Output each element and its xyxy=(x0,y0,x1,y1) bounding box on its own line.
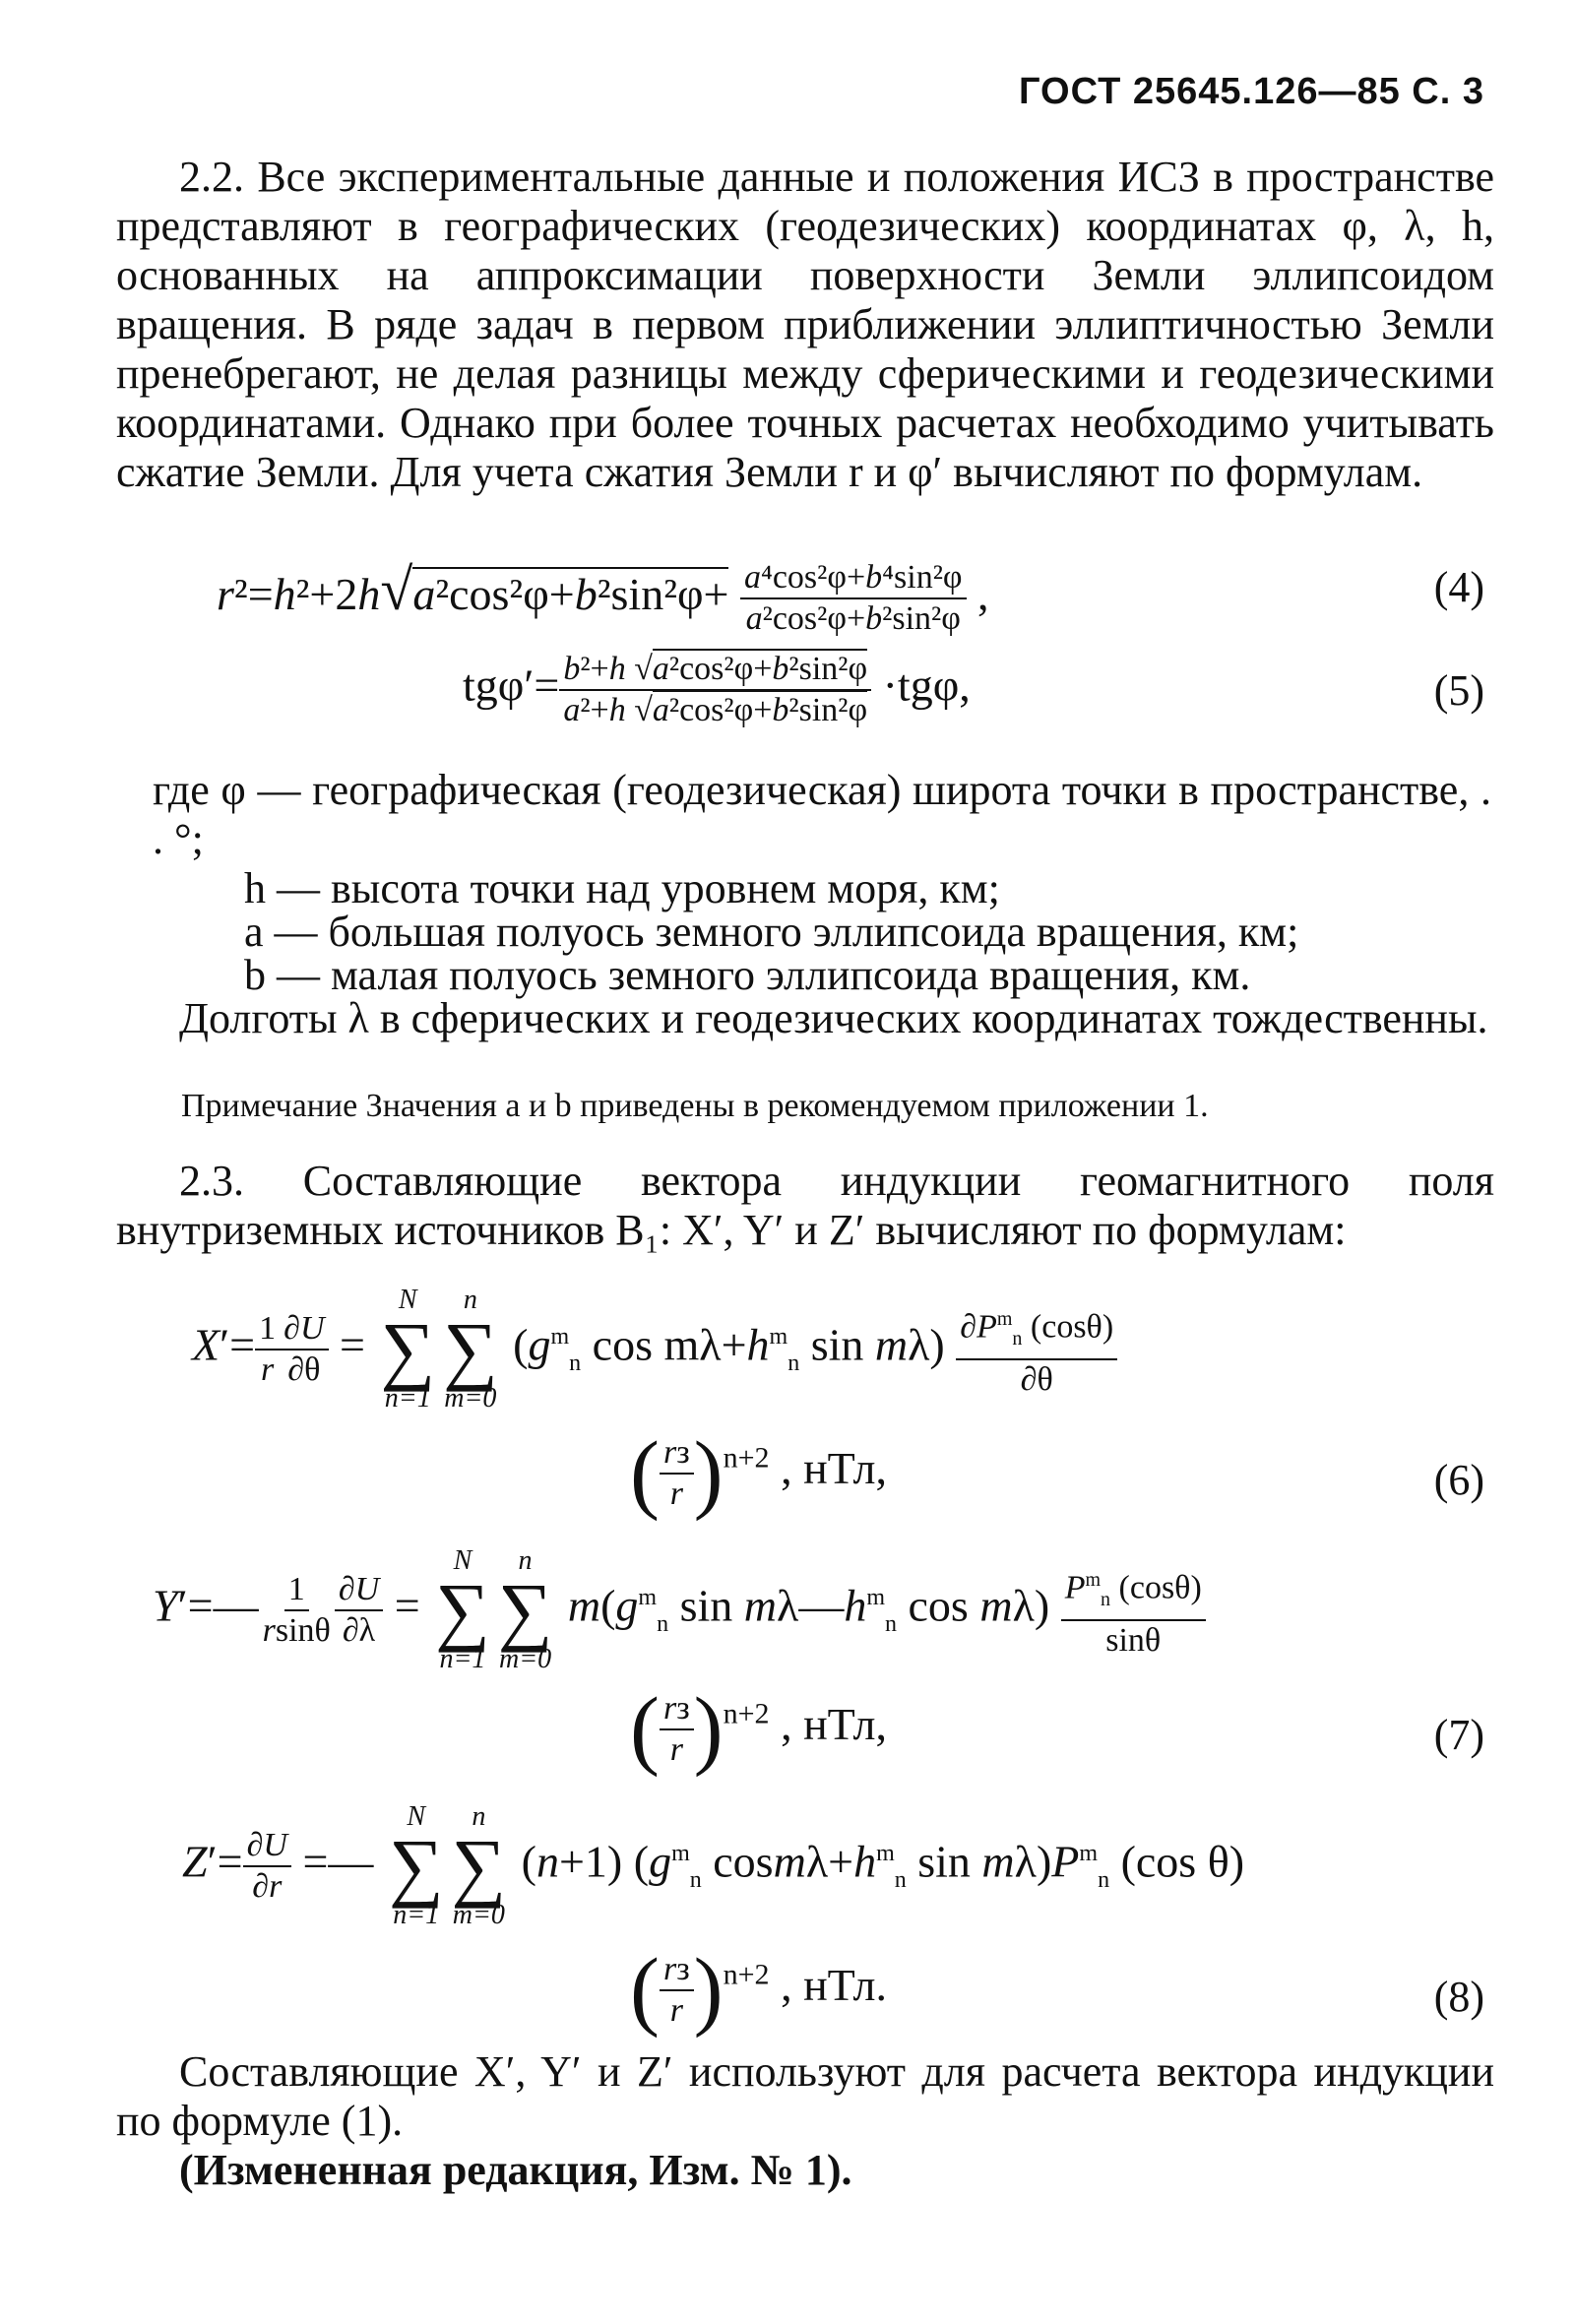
formula-4: r²=h²+2h√a²cos²φ+b²sin²φ+ $\frac{\text{a⁴cos²φ+b⁴sin²φ}}{\text{a²cos²φ+b²sin²φ}}$ , (4) xyxy=(217,557,1484,638)
unit-7: , нТл, xyxy=(781,1699,887,1750)
unit-6: , нТл, xyxy=(781,1443,887,1494)
paragraph-2-3: 2.3. Составляющие вектора индукции геомагнитного поля внутриземных источников B₁: X′, Y′ и Z′ вычисляют по формулам: xyxy=(116,1157,1494,1254)
formula-5: tgφ′= $\frac{\text{b²+h √a²cos²φ+b²sin²φ}}{\text{a²+h √a²cos²φ+b²sin²φ}}$ ·tgφ, (5) xyxy=(463,651,1484,728)
eq-number-5: (5) xyxy=(1433,666,1484,715)
change-note: (Измененная редакция, Изм. № 1). xyxy=(179,2146,852,2194)
page-header: ГОСТ 25645.126—85 С. 3 xyxy=(1018,71,1484,112)
formula-7: Y′=— $\frac{1}{rsin\theta}$ $\frac{\partial U}{\partial\lambda}$ = N ∑ n=1 n ∑ m=0 $m(g^m_n$ $\sin m\lambda—h^m_n$ cos mλ) $\frac{P^m_n (\cos\theta)}{\sin\theta}$ ( $\frac{rз}{r}$ )$^{n+2}$ , нТл, (7) xyxy=(153,1545,1484,1778)
unit-8: , нТл. xyxy=(781,1960,887,2011)
paragraph-dolgoty: Долготы λ в сферических и геодезических координатах тождественны. xyxy=(179,994,1488,1042)
eq-number-4: (4) xyxy=(1433,563,1484,611)
legend-phi: где φ — географическая (геодезическая) широта точки в пространстве, . . °; xyxy=(153,766,1491,863)
eq-number-7: (7) xyxy=(1433,1711,1484,1759)
note: Примечание Значения a и b приведены в рекомендуемом приложении 1. xyxy=(181,1088,1209,1124)
paragraph-final: Составляющие X′, Y′ и Z′ используют для расчета вектора индукции по формуле (1). xyxy=(116,2047,1494,2145)
legend-a: a — большая полуось земного эллипсоида вращения, км; xyxy=(244,908,1299,956)
eq-number-8: (8) xyxy=(1433,1973,1484,2021)
legend-h: h — высота точки над уровнем моря, км; xyxy=(244,864,1000,912)
eq-number-6: (6) xyxy=(1433,1456,1484,1504)
paragraph-2-2: 2.2. Все экспериментальные данные и положения ИСЗ в пространстве представляют в географических (геодезических) координатах φ, λ, h, основанных на аппроксимации поверхности Земли эллипсоидом вращения. В ряде задач в первом приближении эллиптичностью Земли пренебрегают, не делая разницы между сферическими и геодезическими координатами. Однако при более точных расчетах необходимо учитывать сжатие Земли. Для учета сжатия Земли r и φ′ вычисляют по формулам. xyxy=(116,153,1494,496)
formula-6: X′= $\frac{1}{r}$ $\frac{\partial U}{\partial\theta}$ = N ∑ n=1 n ∑ m=0 ($g^m_n$ $\cos m\lambda+h^m_n$ sin mλ) $\frac{\partial P^m_n (\cos\theta)}{\partial\theta}$ ( $\frac{rз}{r}$ )$^{n+2}$ , нТл, (6) xyxy=(192,1285,1484,1522)
formula-8: Z′= $\frac{\partial U}{\partial r}$ =— N ∑ n=1 n ∑ m=0 (n+1) ($g^m_n$ $\cos m\lambda+h^m_n$ $\sin m\lambda)P^m_n$ (cos θ) ( $\frac{rз}{r}$ )$^{n+2}$ , нТл. (8) xyxy=(182,1801,1484,2039)
legend-b: b — малая полуось земного эллипсоида вращения, км. xyxy=(244,951,1251,999)
